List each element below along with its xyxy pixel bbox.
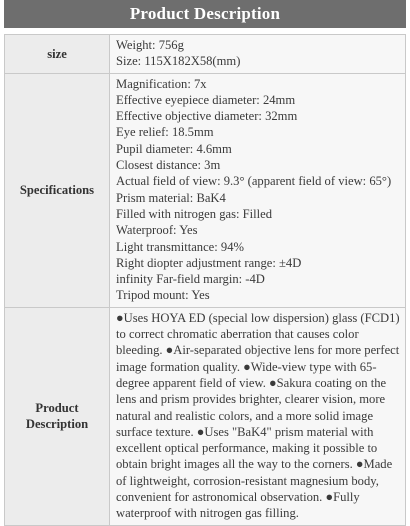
spec-closest-distance: Closest distance: 3m <box>116 158 221 173</box>
product-description-text: ●Uses HOYA ED (special low dispersion) glass (FCD1) to correct chromatic aberration that causes color bleeding. ●Air-separated objective lens for more perfect image formation quality. ●Wide-view type with 65-degree apparent field of view. ●Sakura coating on the lens and prism provides brighter, clearer vision, more natural and realistic colors, and a more solid image surface texture. ●Uses "BaK4" prism material with excellent optical performance, making it possible to obtain bright images all the way to the corners. ●Made of lightweight, corrosion-resistant magnesium body, convenient for astronomical observation. ●Fully waterproof with nitrogen gas filling. <box>116 310 400 521</box>
product-description-label <box>5 307 110 525</box>
product-description-label-line1: Product <box>35 400 79 415</box>
spec-objective-diameter: Effective objective diameter: 32mm <box>116 109 298 124</box>
product-description-label-line2: Description <box>25 417 89 432</box>
spec-field-of-view: Actual field of view: 9.3° (apparent field of view: 65°) <box>116 174 392 189</box>
table-row-product-description <box>5 307 406 525</box>
table-row-specifications <box>5 73 406 307</box>
spec-prism-material: Prism material: BaK4 <box>116 190 226 205</box>
spec-light-transmittance: Light transmittance: 94% <box>116 239 245 254</box>
spec-magnification: Magnification: 7x <box>116 76 207 91</box>
spec-eyepiece-diameter: Effective eyepiece diameter: 24mm <box>116 92 296 107</box>
spec-tripod-mount: Tripod mount: Yes <box>116 288 210 303</box>
spec-diopter-range: Right diopter adjustment range: ±4D <box>116 255 302 270</box>
size-value <box>110 35 406 74</box>
size-label: size <box>5 35 110 74</box>
spec-far-field-margin: infinity Far-field margin: -4D <box>116 272 265 287</box>
product-description-value <box>110 307 406 525</box>
spec-table <box>4 34 406 526</box>
size-weight: Weight: 756g <box>116 38 184 52</box>
spec-pupil-diameter: Pupil diameter: 4.6mm <box>116 141 232 156</box>
specifications-value <box>110 73 406 307</box>
spec-nitrogen-filled: Filled with nitrogen gas: Filled <box>116 206 273 221</box>
specifications-label: Specifications <box>5 73 110 307</box>
spec-eye-relief: Eye relief: 18.5mm <box>116 125 214 140</box>
size-dimensions: Size: 115X182X58(mm) <box>116 54 241 69</box>
spec-waterproof: Waterproof: Yes <box>116 223 198 238</box>
table-row-size <box>5 35 406 74</box>
page-title: Product Description <box>4 0 406 28</box>
product-description-panel <box>4 0 406 526</box>
